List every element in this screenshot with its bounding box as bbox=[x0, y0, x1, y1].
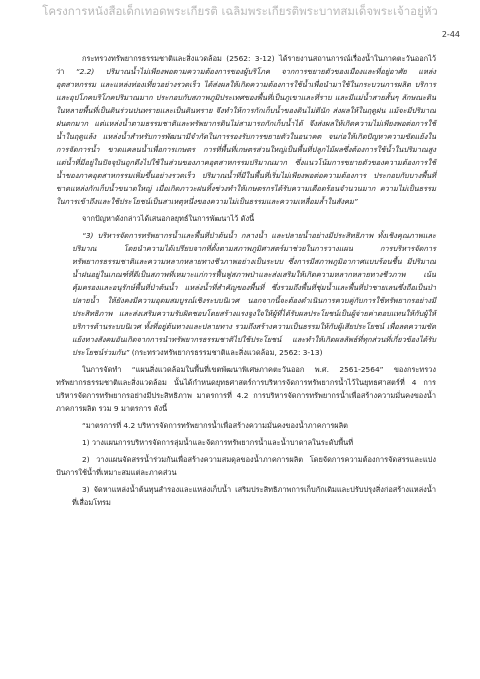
paragraph-strategy-quote bbox=[56, 229, 436, 359]
measure-item-1: 1) วางแผนการบริหารจัดการลุ่มน้ำและจัดการทรัพยากรน้ำและน้ำบาดาลในระดับพื้นที่ bbox=[82, 438, 354, 447]
document-body bbox=[56, 52, 436, 513]
paragraph-environment-plan: ในการจัดทำ “แผนสิ่งแวดล้อมในพื้นที่เขตพัฒนาพิเศษภาคตะวันออก พ.ศ. 2561-2564” ของกระทรวงทรัพยากรธรรมชาติและสิ่งแวดล้อม นั้นได้กำหนดยุทธศาสตร์การบริหารจัดการทรัพยากรน้ำไว้ในยุทธศาสตร์ที่ 4 การบริหารจัดการทรัพยากรอย่างมีประสิทธิภาพ มาตรการที่ 4.2 การบริหารจัดการทรัพยากรน้ำเพื่อสร้างความมั่นคงของน้ำภาคการผลิต รวม 9 มาตรการ ดังนี้ bbox=[56, 365, 436, 413]
paragraph-water-situation bbox=[56, 52, 436, 208]
measure-item-3: 3) จัดหาแหล่งน้ำต้นทุนสำรองและแหล่งเก็บน้ำ เสริมประสิทธิภาพการเก็บกักเดิมและปรับปรุงสิ่งก่อสร้างแหล่งน้ำที่เสื่อมโทรม bbox=[72, 485, 436, 507]
measure-item-2: 2) วางแผนจัดสรรน้ำร่วมกันเพื่อสร้างความสมดุลของน้ำภาคการผลิต โดยจัดการความต้องการจัดสรรและแบ่งปันการใช้น้ำที่เหมาะสมแต่ละภาคส่วน bbox=[56, 455, 436, 477]
measure-heading: “มาตรการที่ 4.2 บริหารจัดการทรัพยากรน้ำเพื่อสร้างความมั่นคงของน้ำภาคการผลิต bbox=[82, 421, 348, 430]
paragraph-strategy-lead: จากปัญหาดังกล่าวได้เสนอกลยุทธ์ในการพัฒนาไว้ ดังนี้ bbox=[82, 214, 255, 223]
page-number: 2-44 bbox=[441, 30, 460, 39]
page-header: โครงการหนังสือเด็กเทอดพระเกียรติ เฉลิมพระเกียรติพระบาทสมเด็จพระเจ้าอยู่หัว bbox=[42, 4, 438, 18]
quoted-strategy-text: “3) บริหารจัดการทรัพยากรน้ำและพื้นที่ป่าต้นน้ำ กลางน้ำ และปลายน้ำอย่างมีประสิทธิภาพ ทั้งเชิงคุณภาพและปริมาณ โดยนำความได้เปรียบจากที่ตั้งตามสภาพภูมิศาสตร์มาช่วยในการวางแผน การบริหารจัดการทรัพยากรธรรมชาติและความหลากหลายทางชีวภาพอย่างเป็นระบบ ซึ่งการมีสภาพภูมิอากาศแบบร้อนชื้น มีปริมาณน้ำฝนอยู่ในเกณฑ์ที่ดีเป็นสภาพที่เหมาะแก่การฟื้นฟูสภาพป่าและส่งเสริมให้เกิดความหลากหลายทางชีวภาพ เน้นคุ้มครองและอนุรักษ์พื้นที่ป่าต้นน้ำ แหล่งน้ำที่สำคัญของพื้นที่ ซึ่งรวมถึงพื้นที่ชุ่มน้ำและพื้นที่ป่าชายเลนซึ่งถือเป็นป่าปลายน้ำ ให้ยังคงมีความอุดมสมบูรณ์เชิงระบบนิเวศ นอกจากนี้จะต้องดำเนินการควบคู่กับการใช้ทรัพยากรอย่างมีประสิทธิภาพ และส่งเสริมความรับผิดชอบโดยสร้างแรงจูงใจให้ผู้ที่ได้รับผลประโยชน์เป็นผู้จ่ายค่าตอบแทนให้กับผู้ให้บริการด้านระบบนิเวศ ทั้งที่อยู่ต้นทางและปลายทาง รวมถึงสร้างความเป็นธรรมให้กับผู้เสียประโยชน์ เพื่อลดความขัดแย้งทางสังคมอันเกิดจากการนำทรัพยากรธรรมชาติไปใช้ประโยชน์ และทำให้เกิดผลลัพธ์ที่ทุกส่วนที่เกี่ยวข้องได้รับประโยชน์ร่วมกัน” bbox=[72, 231, 436, 357]
citation: (กระทรวงทรัพยากรธรรมชาติและสิ่งแวดล้อม, 2562: 3-13) bbox=[129, 348, 323, 357]
quoted-water-shortage: “2.2) ปริมาณน้ำไม่เพียงพอตามความต้องการของผู้บริโภค จากการขยายตัวของเมืองและที่อยู่อาศัย แหล่งอุตสาหกรรม และแหล่งท่องเที่ยวอย่างรวดเร็ว ได้ส่งผลให้เกิดความต้องการใช้น้ำเพื่อนำมาใช้ในกระบวนการผลิต บริการ และอุปโภคบริโภคปริมาณมาก ประกอบกับสภาพภูมิประเทศของพื้นที่เป็นภูเขาและที่ราบ และมีแม่น้ำสายสั้นๆ ลักษณะดินในหลายพื้นที่เป็นดินร่วนปนทรายและเป็นดินทราย จึงทำให้การกักเก็บน้ำของดินไม่ดีนัก ส่งผลให้ในฤดูฝน แม้จะมีปริมาณฝนตกมาก แต่แหล่งน้ำตามธรรมชาติและทรัพยากรดินไม่สามารถกักเก็บน้ำได้ จึงส่งผลให้เกิดความไม่เพียงพอต่อการใช้น้ำในฤดูแล้ง แหล่งน้ำสำหรับการพัฒนามีจำกัดในการรองรับการขยายตัวในอนาคต จนก่อให้เกิดปัญหาความขัดแย้งในการจัดการน้ำ ขาดแคลนน้ำเพื่อการเกษตร การที่พื้นที่เกษตรส่วนใหญ่เป็นพื้นที่ปลูกไม้ผลซึ่งต้องการใช้น้ำในปริมาณสูง แต่น้ำที่มีอยู่ในปัจจุบันถูกดึงไปใช้ในส่วนของภาคอุตสาหกรรมปริมาณมาก ซึ่งแนวโน้มการขยายตัวของความต้องการใช้น้ำของภาคอุตสาหกรรมเพิ่มขึ้นอย่างรวดเร็ว ปริมาณน้ำที่มีในพื้นที่เริ่มไม่เพียงพอต่อความต้องการ ประกอบกับบางพื้นที่ขาดแหล่งกักเก็บน้ำขนาดใหญ่ เมื่อเกิดภาวะฝนทิ้งช่วงทำให้เกษตรกรได้รับความเดือดร้อนจำนวนมาก ความไม่เป็นธรรมในการเข้าถึงและใช้ประโยชน์เป็นสาเหตุหนึ่งของความไม่เป็นธรรมและความเหลื่อมล้ำในสังคม” bbox=[56, 67, 436, 206]
paragraph-intro-text: กระทรวงทรัพยากรธรรมชาติและสิ่งแวดล้อม (2562: 3-12) ได้รายงานสถานการณ์เรื่องน้ำในภาคตะวันออกไว้ว่า bbox=[56, 54, 436, 76]
